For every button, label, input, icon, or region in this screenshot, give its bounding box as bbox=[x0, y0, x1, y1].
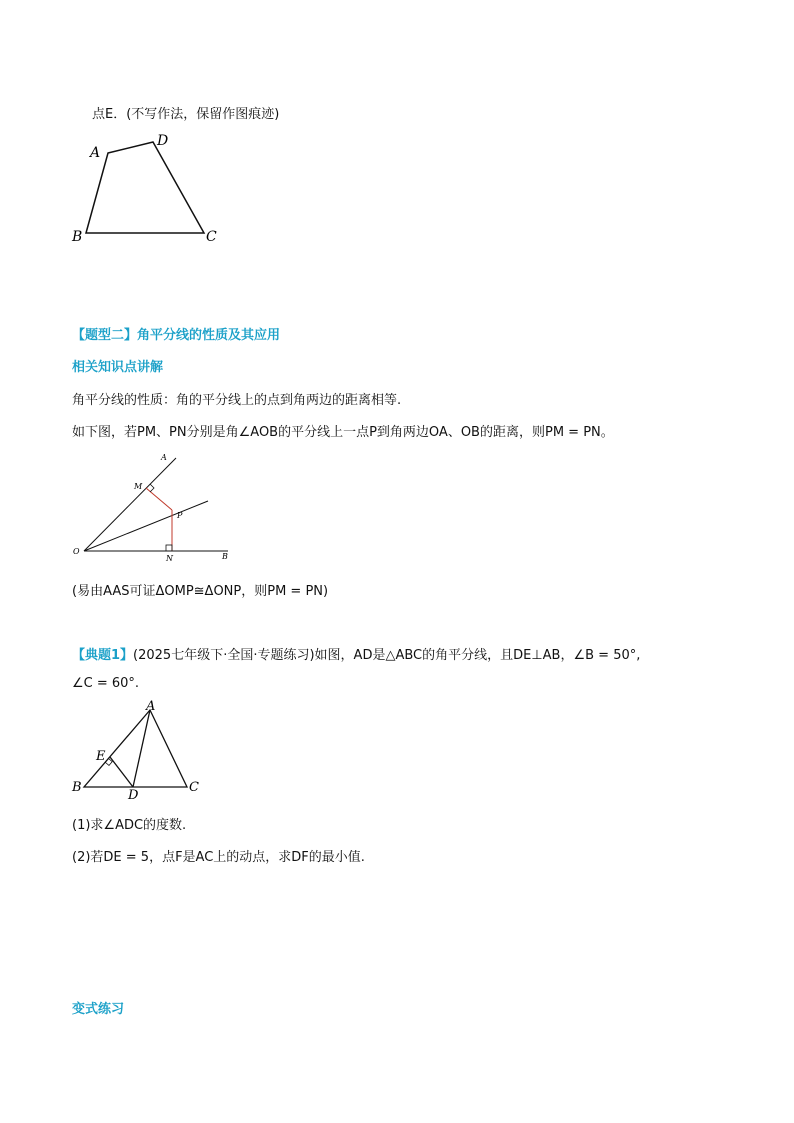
angle-bisector-figure bbox=[68, 448, 248, 568]
label-D: D bbox=[157, 133, 169, 149]
label-P: P bbox=[177, 511, 183, 520]
prev-problem-text: 点E．(不写作法，保留作图痕迹) bbox=[92, 107, 280, 122]
label-A: A bbox=[90, 145, 101, 161]
triangle-figure bbox=[68, 698, 218, 803]
variant-heading: 变式练习 bbox=[72, 1002, 125, 1017]
section-subheading: 相关知识点讲解 bbox=[72, 360, 164, 375]
label-B: B bbox=[72, 229, 83, 245]
proof-note: (易由AAS可证ΔOMP≅ΔONP，则PM = PN) bbox=[72, 584, 329, 599]
label-E: E bbox=[96, 749, 106, 764]
question-2: (2)若DE = 5，点F是AC上的动点，求DF的最小值. bbox=[72, 850, 365, 865]
example1-line1 bbox=[72, 644, 640, 663]
label-C: C bbox=[189, 780, 199, 795]
label-A: A bbox=[161, 453, 167, 462]
label-A: A bbox=[146, 699, 156, 714]
example1-source: (2025七年级下·全国·专题练习) bbox=[133, 648, 315, 663]
label-N: N bbox=[166, 554, 173, 563]
label-O: O bbox=[73, 547, 80, 556]
label-B: B bbox=[222, 552, 228, 561]
bisector-property: 角平分线的性质：角的平分线上的点到角两边的距离相等. bbox=[72, 393, 402, 408]
example1-tag: 【典题1】 bbox=[72, 648, 134, 663]
label-D: D bbox=[128, 788, 139, 803]
bisector-example: 如下图，若PM、PN分别是角∠AOB的平分线上一点P到角两边OA、OB的距离，则PM = PN。 bbox=[72, 425, 614, 440]
label-C: C bbox=[206, 229, 217, 245]
quadrilateral-figure bbox=[64, 130, 234, 250]
example1-statement: 如图，AD是△ABC的角平分线，且DE⊥AB，∠B = 50°, bbox=[314, 648, 641, 663]
question-1: (1)求∠ADC的度数. bbox=[72, 818, 187, 833]
section-title: 【题型二】角平分线的性质及其应用 bbox=[72, 328, 281, 343]
label-B: B bbox=[72, 780, 82, 795]
label-M: M bbox=[134, 482, 143, 491]
example1-line2: ∠C = 60°. bbox=[72, 676, 140, 691]
